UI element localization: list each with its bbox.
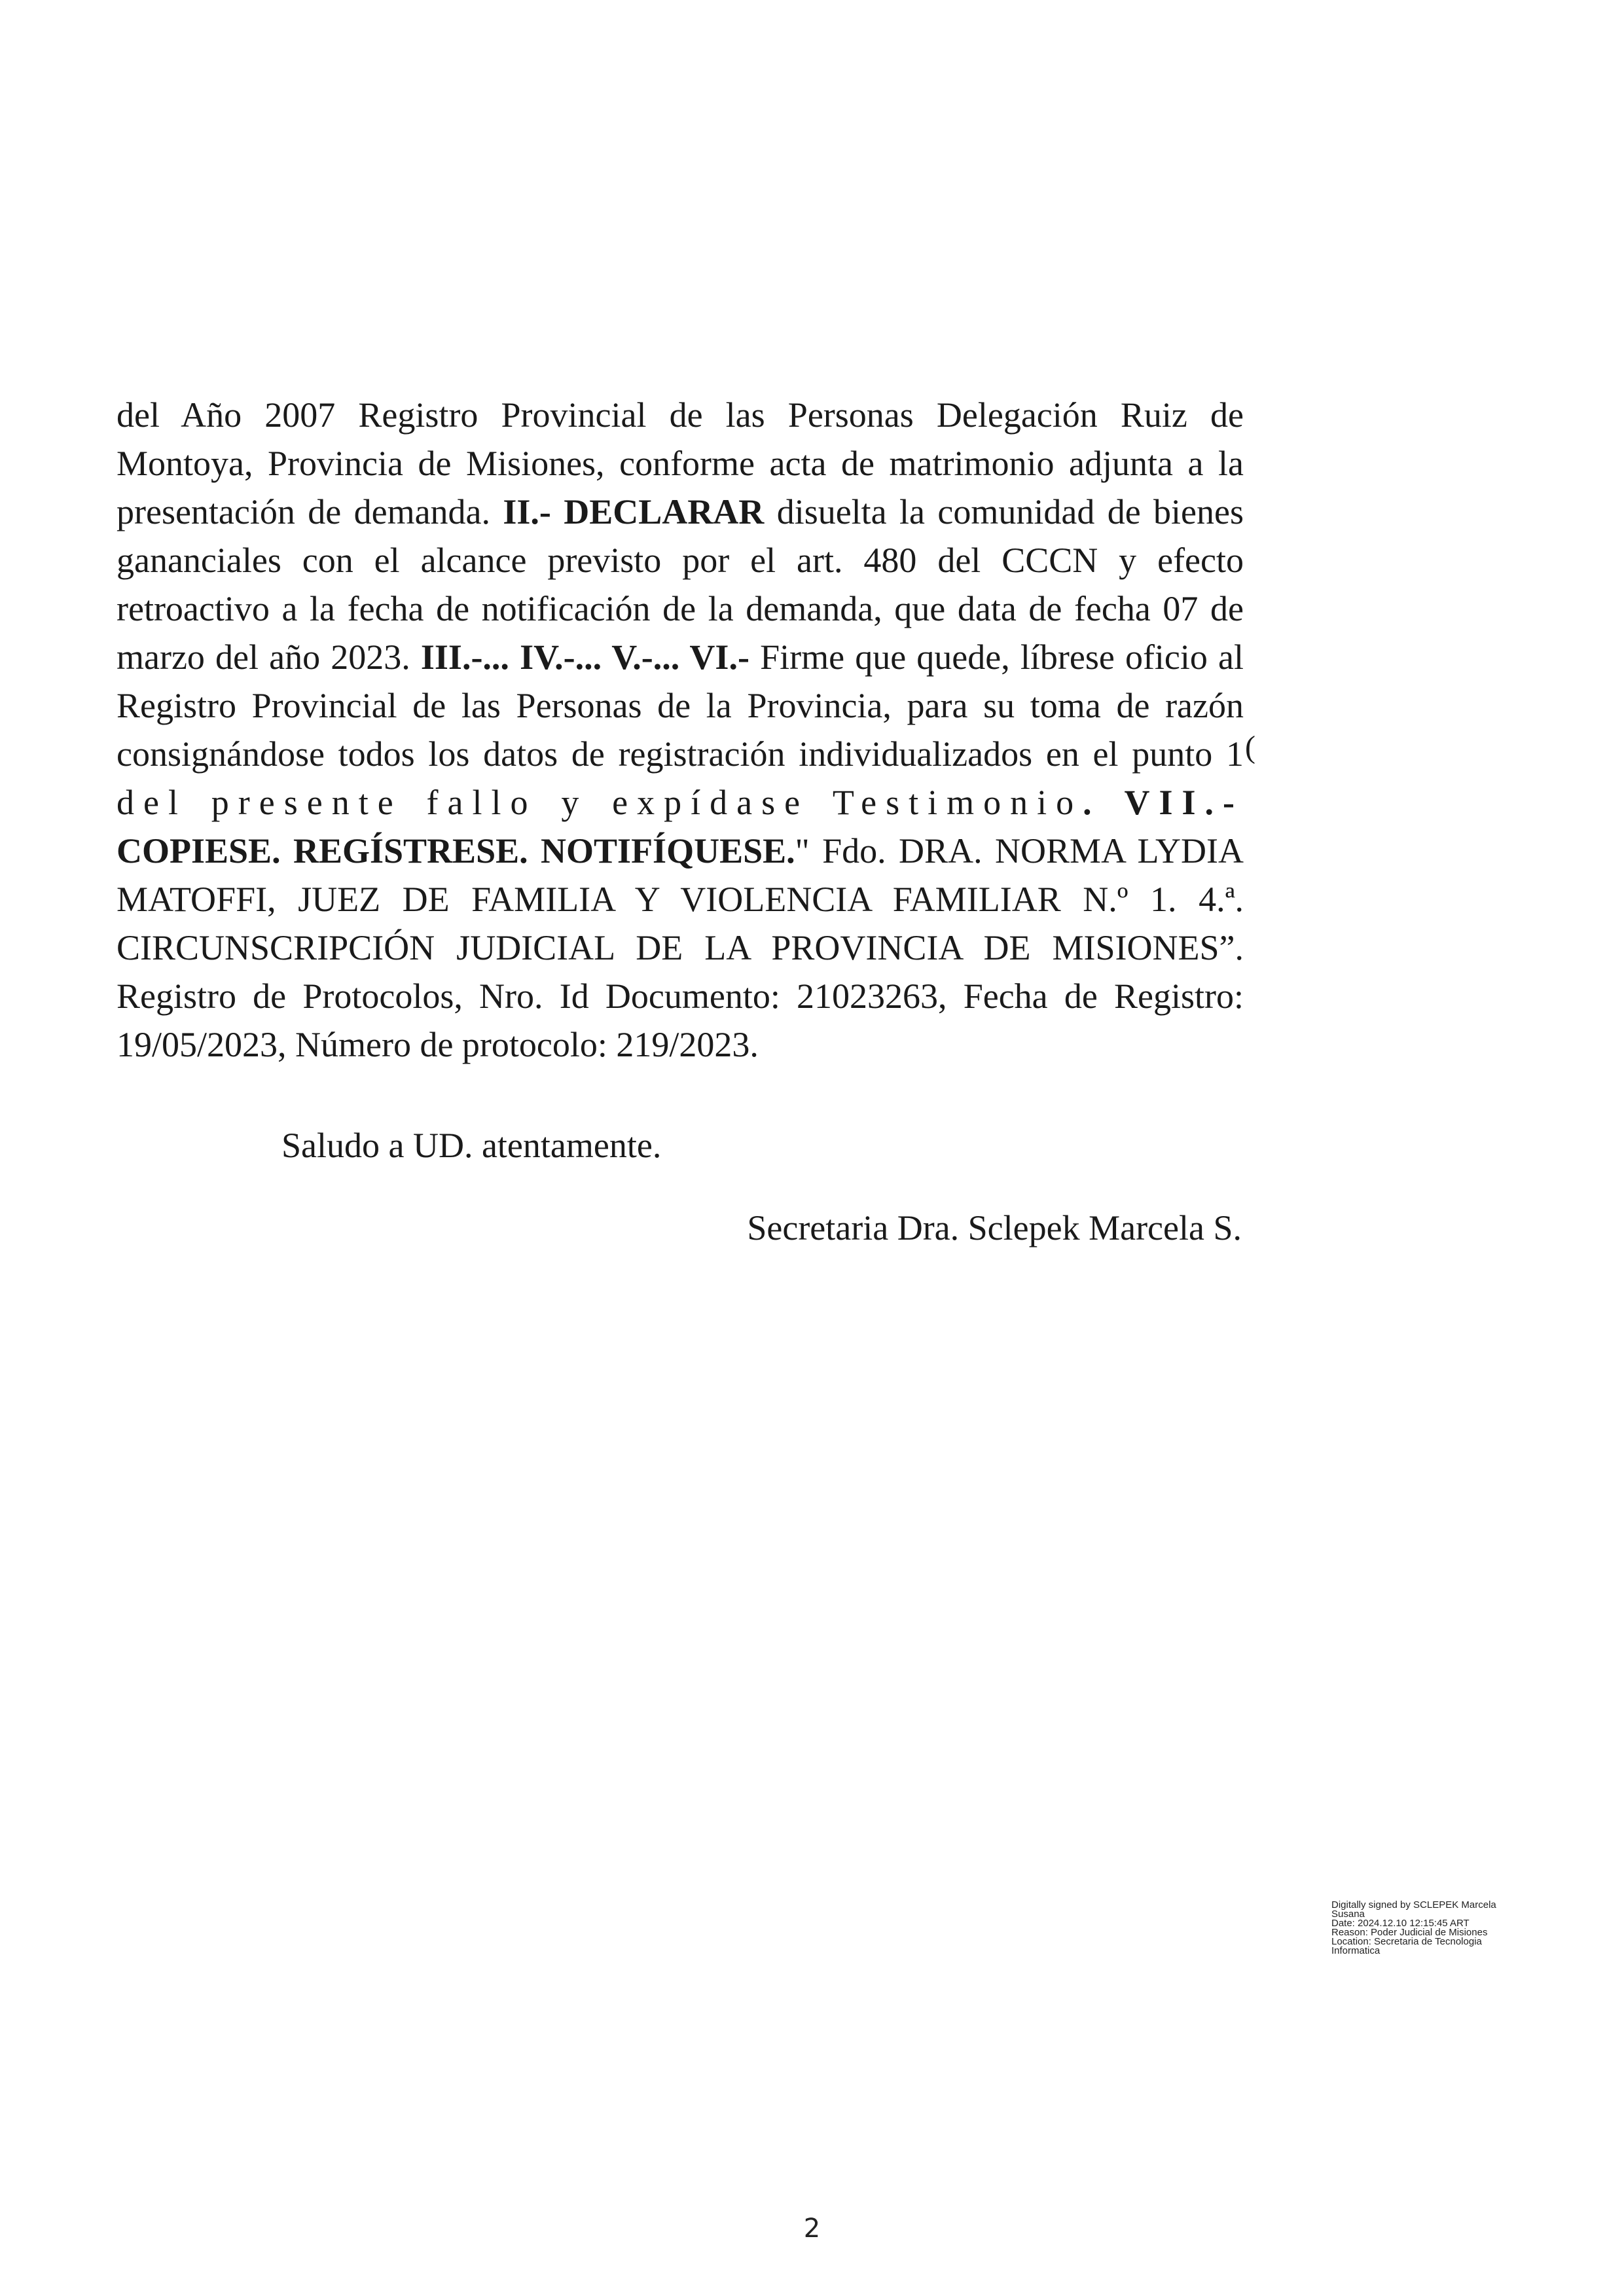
body-line-2: Montoya, Provincia de Misiones, conforme acta de matrimonio adjunta a la <box>117 444 1244 483</box>
body-line-10 <box>117 826 1244 876</box>
body-line-6 <box>117 632 1244 682</box>
body-line-5: retroactivo a la fecha de notificación de la demanda, que data de fecha 07 de <box>117 589 1244 628</box>
salutation: Saludo a UD. atentamente. <box>281 1126 662 1165</box>
bold-clause: . VII.- <box>1083 783 1244 822</box>
stamp-line: Reason: Poder Judicial de Misiones <box>1331 1927 1488 1938</box>
body-line-1: del Año 2007 Registro Provincial de las Personas Delegación Ruiz de <box>117 395 1244 435</box>
signer-name: Secretaria Dra. Sclepek Marcela S. <box>747 1208 1242 1247</box>
body-line-8: consignándose todos los datos de registración individualizados en el punto 1 <box>117 734 1244 774</box>
body-line-13: Registro de Protocolos, Nro. Id Documento: 21023263, Fecha de Registro: <box>117 977 1244 1016</box>
body-text: presentación de demanda. <box>117 492 503 531</box>
body-line-3 <box>117 487 1244 537</box>
body-text: disuelta la comunidad de bienes <box>764 492 1244 531</box>
body-line-9 <box>117 778 1244 827</box>
stamp-line: Susana <box>1331 1909 1365 1920</box>
page-number: 2 <box>803 2214 821 2244</box>
stamp-line: Date: 2024.12.10 12:15:45 ART <box>1331 1918 1470 1929</box>
body-line-7: Registro Provincial de las Personas de la Provincia, para su toma de razón <box>117 686 1244 725</box>
bold-clause: III.-... IV.-... V.-... VI.- <box>420 637 749 677</box>
superscript-paren: ( <box>1245 730 1255 764</box>
body-text: marzo del año 2023. <box>117 637 421 677</box>
stamp-line: Digitally signed by SCLEPEK Marcela <box>1331 1899 1496 1910</box>
body-text: Firme que quede, líbrese oficio al <box>749 637 1244 677</box>
body-line-4: gananciales con el alcance previsto por el art. 480 del CCCN y efecto <box>117 541 1244 580</box>
bold-clause: II.- DECLARAR <box>503 492 765 531</box>
body-text: " Fdo. DRA. NORMA LYDIA <box>795 831 1244 870</box>
body-text: del presente fallo y expídase Testimonio <box>117 783 1083 822</box>
stamp-line: Informatica <box>1331 1945 1380 1956</box>
bold-clause: COPIESE. REGÍSTRESE. NOTIFÍQUESE. <box>117 831 795 870</box>
digital-signature-stamp <box>1331 1901 1496 1956</box>
body-line-12: CIRCUNSCRIPCIÓN JUDICIAL DE LA PROVINCIA DE MISIONES”. <box>117 928 1244 967</box>
body-line-11: MATOFFI, JUEZ DE FAMILIA Y VIOLENCIA FAMILIAR N.º 1. 4.ª. <box>117 880 1244 919</box>
stamp-line: Location: Secretaria de Tecnologia <box>1331 1936 1482 1947</box>
body-line-14: 19/05/2023, Número de protocolo: 219/2023. <box>117 1025 759 1064</box>
